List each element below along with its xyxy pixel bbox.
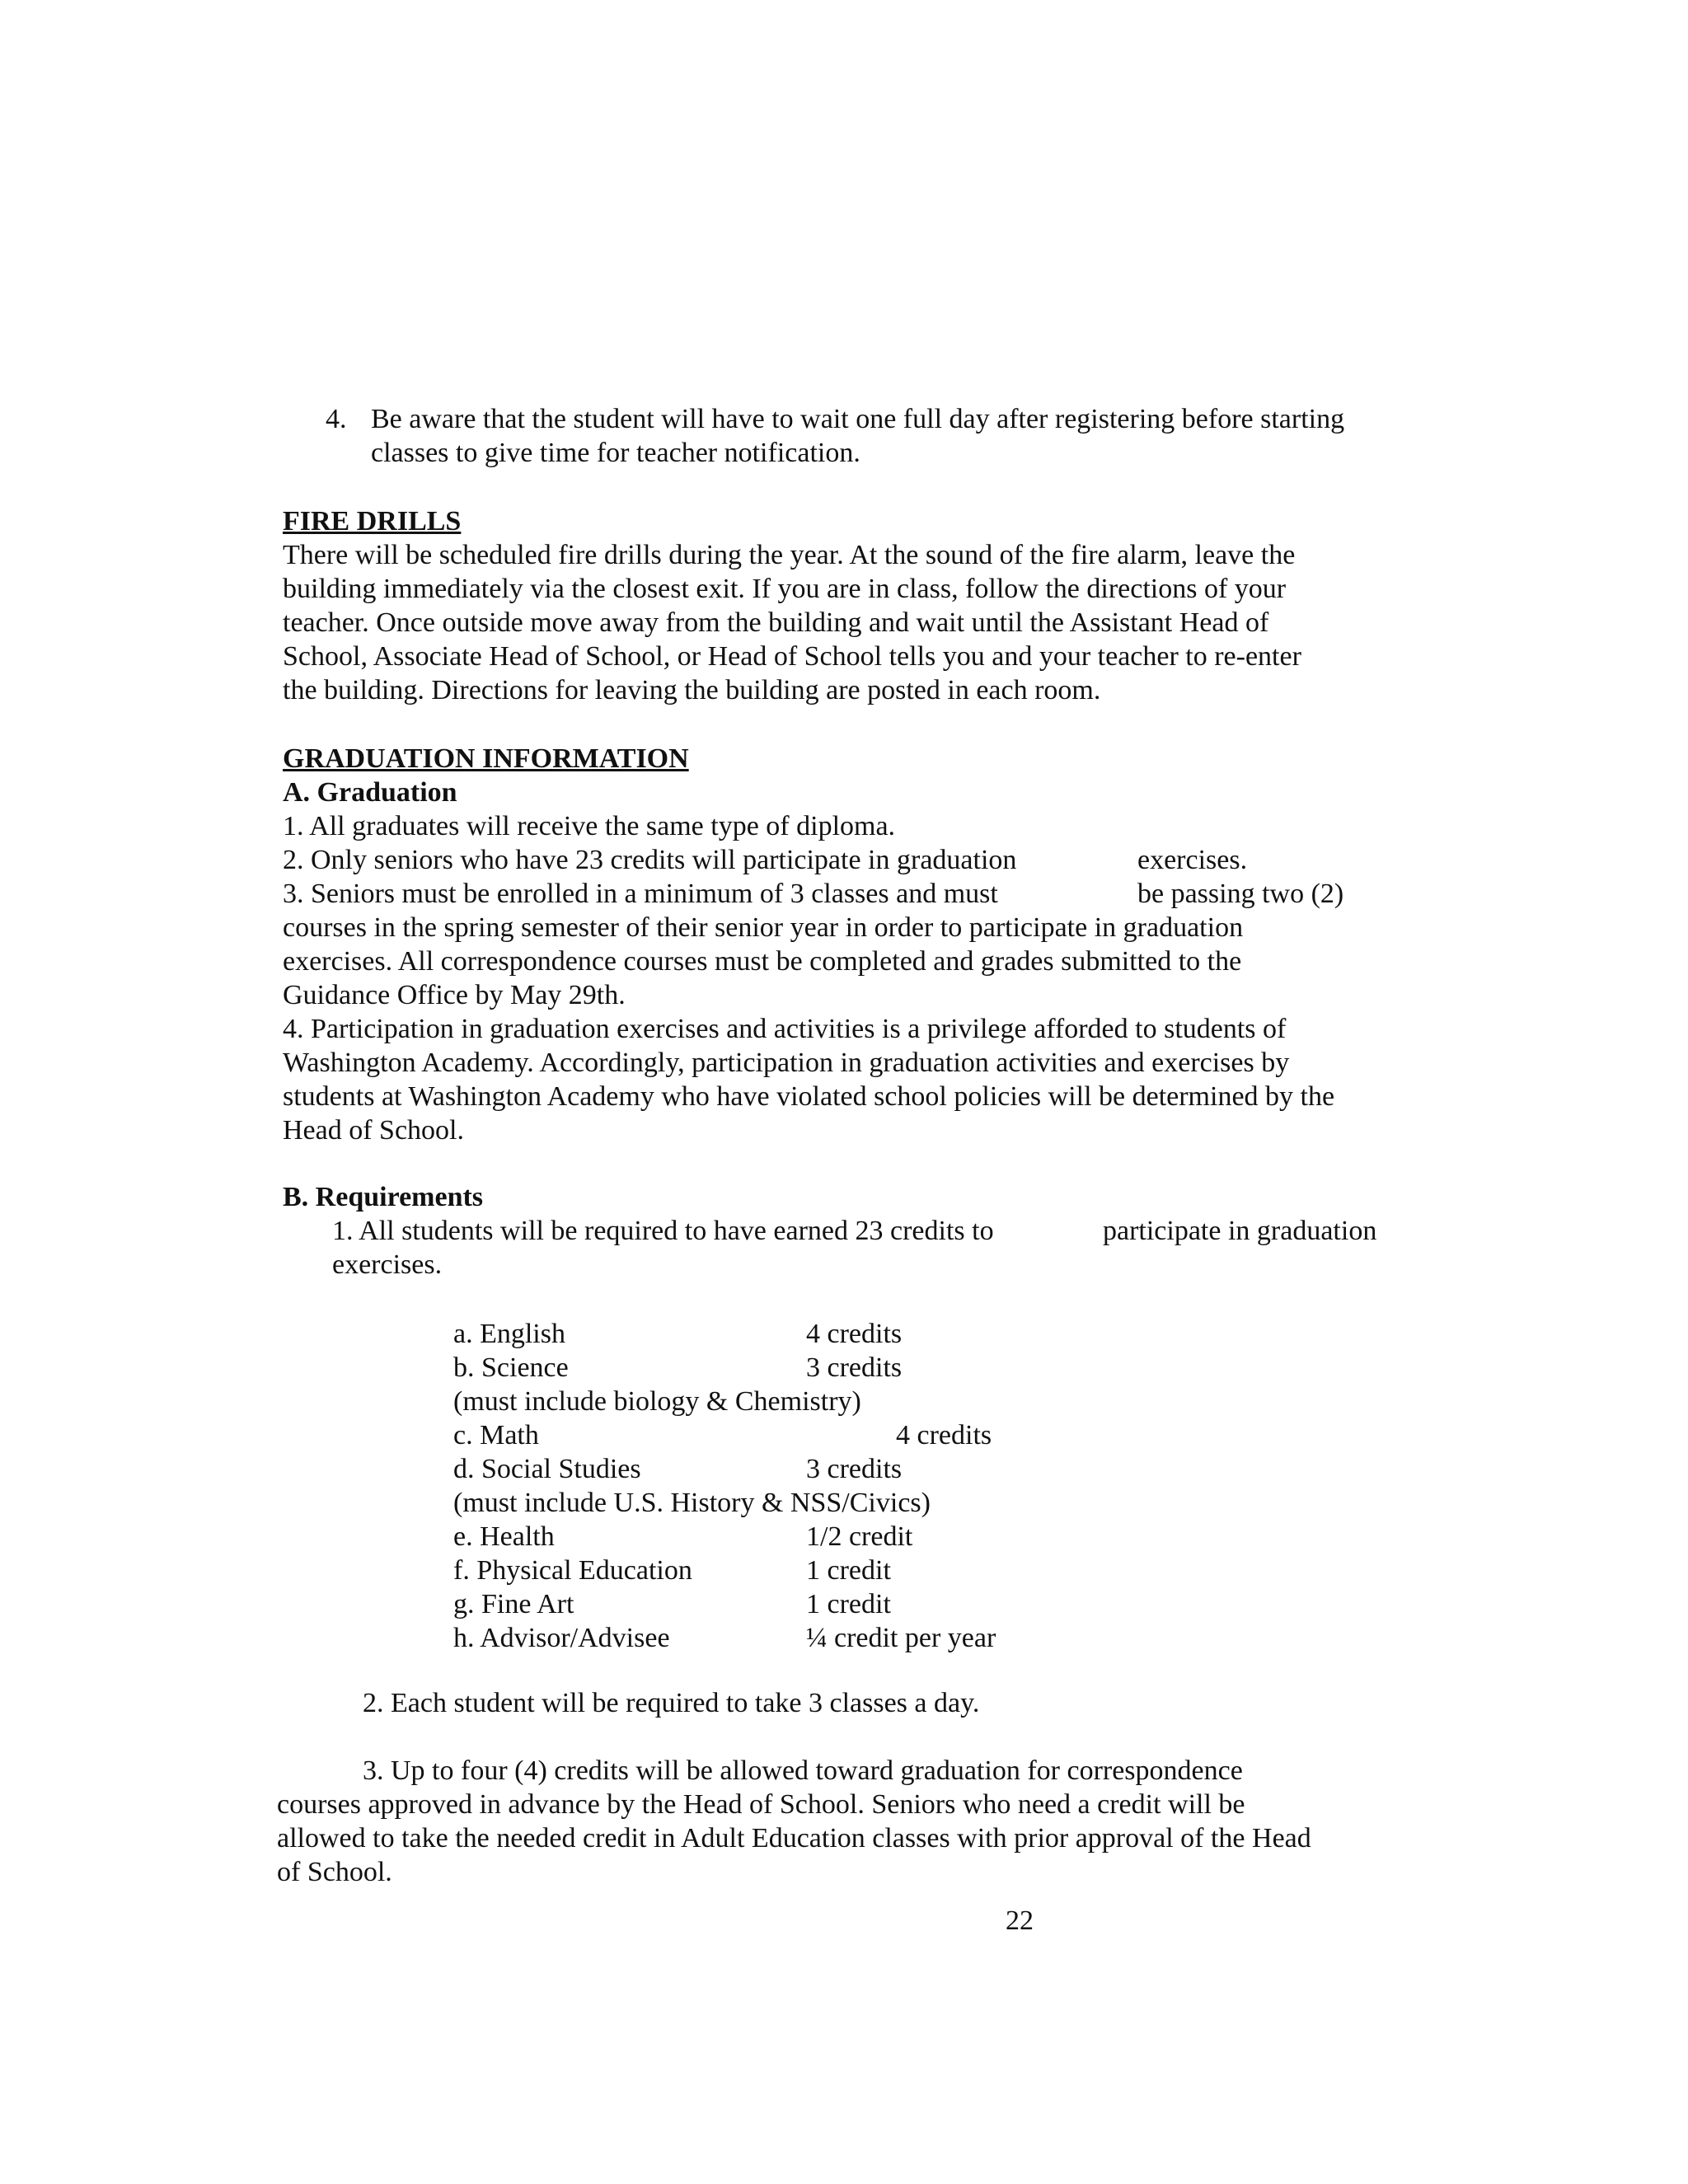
credit-row (453, 1520, 1113, 1554)
fire-drills-line: teacher. Once outside move away from the building and wait until the Assistant Head of (283, 607, 1269, 638)
item-3-right: be passing two (2) (1137, 879, 1344, 909)
graduation-item-1: 1. All graduates will receive the same type of diploma. (283, 811, 896, 841)
credit-value: 1 credit (806, 1555, 891, 1586)
credit-subject: b. Science (453, 1352, 569, 1383)
item-text-line: Be aware that the student will have to wait one full day after registering before starting (371, 404, 1345, 434)
credits-list (453, 1317, 1113, 1655)
credit-subject: h. Advisor/Advisee (453, 1623, 670, 1653)
requirement-1-right: participate in graduation (1103, 1216, 1377, 1246)
credit-row (453, 1351, 1113, 1385)
credit-value: 4 credits (896, 1420, 992, 1451)
credit-row (453, 1452, 1113, 1486)
requirements-section (283, 1180, 1397, 1282)
credit-subject: c. Math (453, 1420, 539, 1451)
item-text-line: classes to give time for teacher notification. (371, 438, 860, 468)
graduation-section (283, 742, 1397, 1147)
requirement-3-line: courses approved in advance by the Head of School. Seniors who need a credit will be (277, 1789, 1245, 1820)
graduation-item-4-line: students at Washington Academy who have violated school policies will be determined by the (283, 1081, 1335, 1112)
credit-note: (must include U.S. History & NSS/Civics) (453, 1488, 931, 1518)
credit-subject: a. English (453, 1319, 565, 1349)
credit-row (453, 1317, 1113, 1351)
requirement-1-line: exercises. (332, 1249, 443, 1280)
requirement-3 (277, 1754, 1391, 1889)
requirement-3-line: allowed to take the needed credit in Adult Education classes with prior approval of the Head (277, 1823, 1311, 1854)
item-2-right: exercises. (1137, 845, 1248, 875)
credit-row (453, 1486, 1113, 1520)
graduation-item-4-line: 4. Participation in graduation exercises and activities is a privilege afforded to students of (283, 1014, 1287, 1044)
requirement-3-line: 3. Up to four (4) credits will be allowed toward graduation for correspondence (363, 1755, 1243, 1786)
requirement-2: 2. Each student will be required to take 3 classes a day. (363, 1688, 980, 1718)
requirement-1-left: 1. All students will be required to have earned 23 credits to (332, 1216, 994, 1246)
credit-value: 1 credit (806, 1589, 891, 1619)
graduation-item-3-line: courses in the spring semester of their senior year in order to participate in graduation (283, 912, 1244, 943)
credit-subject: e. Health (453, 1521, 555, 1552)
section-a-title: A. Graduation (283, 777, 457, 808)
item-2-left: 2. Only seniors who have 23 credits will participate in graduation (283, 845, 1017, 875)
credit-subject: f. Physical Education (453, 1555, 692, 1586)
fire-drills-line: building immediately via the closest exit. If you are in class, follow the directions of your (283, 574, 1287, 604)
credit-row (453, 1418, 1113, 1452)
graduation-item-3-line (283, 877, 1397, 911)
graduation-item-4-line: Washington Academy. Accordingly, participation in graduation activities and exercises by (283, 1047, 1290, 1078)
graduation-item-4-line: Head of School. (283, 1115, 465, 1146)
credit-note: (must include biology & Chemistry) (453, 1386, 861, 1417)
graduation-item-3-line: Guidance Office by May 29th. (283, 980, 626, 1010)
item-3-left: 3. Seniors must be enrolled in a minimum of 3 classes and must (283, 879, 998, 909)
credit-subject: g. Fine Art (453, 1589, 574, 1619)
credit-value: 3 credits (806, 1454, 903, 1484)
requirement-1-line (283, 1214, 1397, 1248)
credit-value: ¼ credit per year (806, 1623, 996, 1653)
fire-drills-line: School, Associate Head of School, or Head of School tells you and your teacher to re-enter (283, 641, 1301, 672)
credit-subject: d. Social Studies (453, 1454, 641, 1484)
graduation-heading: GRADUATION INFORMATION (283, 743, 689, 774)
requirement-3-line: of School. (277, 1857, 392, 1887)
fire-drills-heading: FIRE DRILLS (283, 506, 462, 537)
fire-drills-line: the building. Directions for leaving the building are posted in each room. (283, 675, 1101, 705)
credit-row (453, 1621, 1113, 1655)
section-b-title: B. Requirements (283, 1182, 484, 1212)
fire-drills-section (283, 504, 1397, 707)
item-number: 4. (326, 404, 347, 434)
graduation-item-2 (283, 843, 1397, 877)
credit-value: 1/2 credit (806, 1521, 913, 1552)
page-number: 22 (1006, 1905, 1034, 1936)
fire-drills-line: There will be scheduled fire drills during the year. At the sound of the fire alarm, leave the (283, 540, 1296, 570)
graduation-item-3-line: exercises. All correspondence courses must be completed and grades submitted to the (283, 946, 1242, 977)
credit-row (453, 1385, 1113, 1418)
credit-value: 4 credits (806, 1319, 903, 1349)
credit-value: 3 credits (806, 1352, 903, 1383)
credit-row (453, 1554, 1113, 1587)
credit-row (453, 1587, 1113, 1621)
